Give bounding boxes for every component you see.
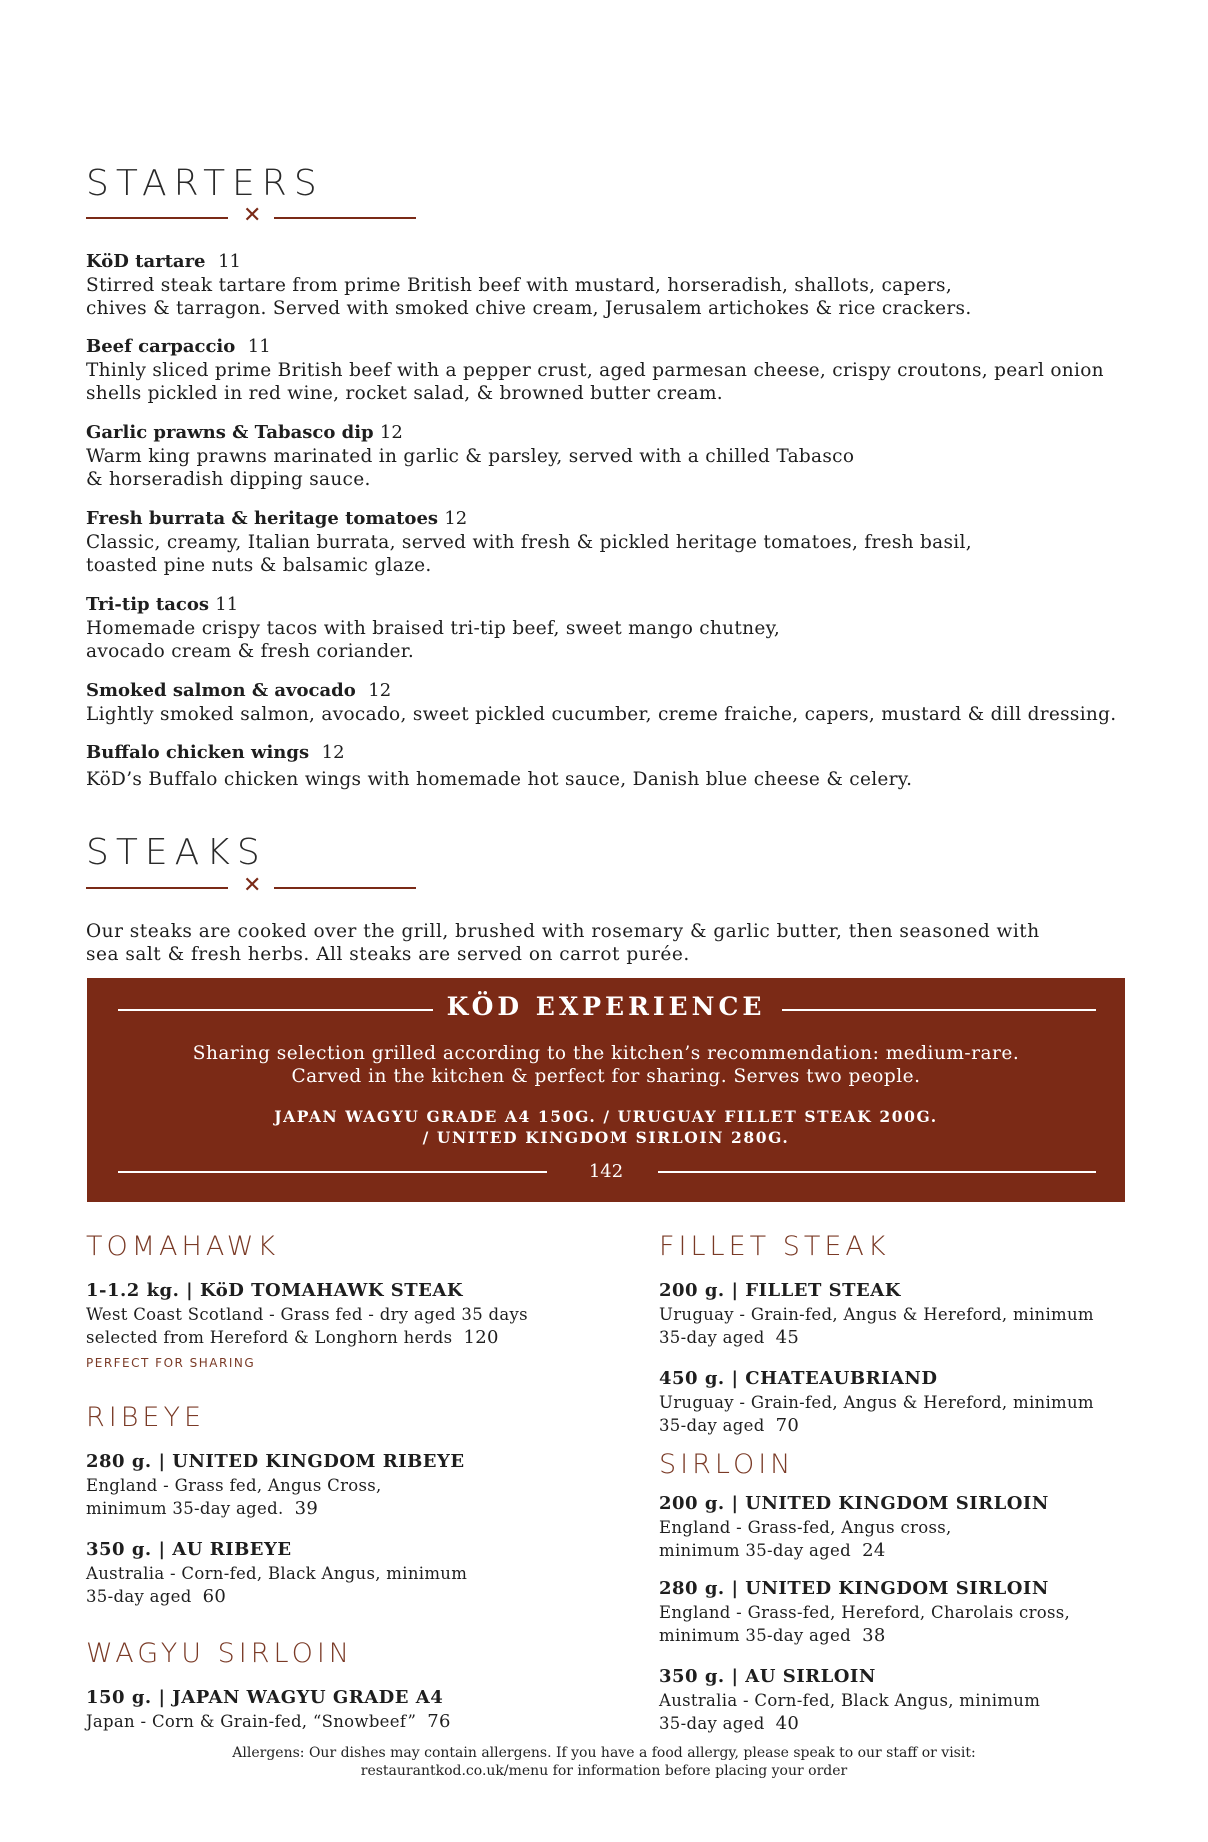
- sharing-tag: PERFECT FOR SHARING: [86, 1356, 256, 1370]
- steak-desc: minimum 35-day aged: [659, 1541, 851, 1560]
- steak-desc: 35-day aged: [659, 1714, 765, 1733]
- steak-desc: England - Grass-fed, Hereford, Charolais cross,: [659, 1603, 1071, 1622]
- starter-desc: shells pickled in red wine, rocket salad, & browned butter cream.: [86, 383, 723, 404]
- steaks-intro-line: Our steaks are cooked over the grill, brushed with rosemary & garlic butter, then seasoned with: [86, 921, 1040, 942]
- steak-desc: Japan - Corn & Grain-fed, “Snowbeef”: [86, 1712, 417, 1731]
- starter-item: [86, 421, 1126, 491]
- steaks-divider: [86, 873, 418, 898]
- steaks-intro-line: sea salt & fresh herbs. All steaks are served on carrot purée.: [86, 944, 690, 965]
- allergens-line: restaurantkod.co.uk/menu for information before placing your order: [360, 1763, 848, 1779]
- cross-icon: ✕: [243, 203, 262, 228]
- starter-desc: Classic, creamy, Italian burrata, served with fresh & pickled heritage tomatoes, fresh basil,: [86, 532, 972, 553]
- starter-name: Smoked salmon & avocado: [86, 680, 356, 701]
- kod-experience-box: [87, 978, 1125, 1202]
- steak-name: 150 g. | JAPAN WAGYU GRADE A4: [86, 1687, 444, 1708]
- steak-name: 350 g. | AU RIBEYE: [86, 1539, 292, 1560]
- steak-desc: Australia - Corn-fed, Black Angus, minimum: [86, 1564, 468, 1583]
- starter-price: 12: [379, 422, 403, 443]
- steak-item: [86, 1686, 451, 1733]
- allergens-line: Allergens: Our dishes may contain allergens. If you have a food allergy, please speak to our staff or visit:: [232, 1745, 976, 1761]
- steak-name: 450 g. | CHATEAUBRIAND: [659, 1368, 938, 1389]
- steak-price: 39: [294, 1498, 319, 1519]
- starter-name: Fresh burrata & heritage tomatoes: [86, 508, 439, 529]
- steak-name: 350 g. | AU SIRLOIN: [659, 1666, 876, 1687]
- steak-desc: minimum 35-day aged.: [86, 1499, 284, 1518]
- steak-desc: 35-day aged: [659, 1328, 765, 1347]
- steak-desc: West Coast Scotland - Grass fed - dry aged 35 days: [86, 1305, 528, 1324]
- experience-title: KÖD EXPERIENCE: [446, 992, 766, 1021]
- sirloin-title: SIRLOIN: [659, 1449, 795, 1480]
- starter-desc: toasted pine nuts & balsamic glaze.: [86, 555, 432, 576]
- starter-item: [86, 250, 1126, 320]
- steak-price: 24: [862, 1540, 886, 1561]
- experience-cuts: [87, 1106, 1125, 1148]
- steak-name: 200 g. | FILLET STEAK: [659, 1280, 901, 1301]
- steak-desc: Uruguay - Grain-fed, Angus & Hereford, minimum: [659, 1393, 1094, 1412]
- starter-desc: Homemade crispy tacos with braised tri-tip beef, sweet mango chutney,: [86, 618, 781, 639]
- steak-name: 200 g. | UNITED KINGDOM SIRLOIN: [659, 1493, 1049, 1514]
- starters-divider: [86, 203, 418, 228]
- experience-desc-line: Carved in the kitchen & perfect for sharing. Serves two people.: [291, 1066, 921, 1087]
- allergens-note: [0, 1744, 1208, 1780]
- starter-item: [86, 679, 1126, 726]
- steak-desc: England - Grass-fed, Angus cross,: [659, 1518, 952, 1537]
- steak-item: [659, 1577, 1070, 1647]
- fillet-title: FILLET STEAK: [659, 1231, 890, 1262]
- starter-item: [86, 741, 1126, 791]
- steak-price: 45: [775, 1327, 800, 1348]
- steak-desc: 35-day aged: [86, 1587, 192, 1606]
- steak-price: 60: [202, 1586, 227, 1607]
- steak-item: [659, 1279, 1094, 1349]
- steak-price: 120: [463, 1327, 499, 1348]
- steak-price: 38: [862, 1625, 886, 1646]
- steak-desc: Uruguay - Grain-fed, Angus & Hereford, minimum: [659, 1305, 1094, 1324]
- starter-name: Tri-tip tacos: [86, 594, 209, 615]
- steak-item: [86, 1279, 528, 1349]
- ribeye-title: RIBEYE: [86, 1402, 206, 1433]
- starter-price: 12: [368, 680, 392, 701]
- starter-price: 11: [218, 251, 241, 272]
- steak-desc: selected from Hereford & Longhorn herds: [86, 1328, 453, 1347]
- starter-price: 11: [215, 594, 239, 615]
- cross-icon: ✕: [243, 873, 262, 898]
- starter-item: [86, 335, 1126, 405]
- steak-item: [86, 1538, 467, 1608]
- experience-desc: [87, 1042, 1125, 1088]
- tomahawk-title: TOMAHAWK: [86, 1231, 280, 1262]
- steaks-intro: [86, 920, 1046, 966]
- steaks-title: STEAKS: [86, 832, 267, 873]
- starter-name: Garlic prawns & Tabasco dip: [86, 422, 374, 443]
- steak-item: [659, 1367, 1094, 1437]
- starter-name: KöD tartare: [86, 251, 206, 272]
- steak-name: 1-1.2 kg. | KöD TOMAHAWK STEAK: [86, 1280, 464, 1301]
- starter-price: 11: [247, 336, 271, 357]
- steak-desc: 35-day aged: [659, 1416, 765, 1435]
- starter-desc: chives & tarragon. Served with smoked chive cream, Jerusalem artichokes & rice crackers.: [86, 298, 972, 319]
- starter-desc: Stirred steak tartare from prime British beef with mustard, horseradish, shallots, capers,: [86, 275, 952, 296]
- starter-desc: Warm king prawns marinated in garlic & parsley, served with a chilled Tabasco: [86, 446, 855, 467]
- experience-desc-line: Sharing selection grilled according to the kitchen’s recommendation: medium-rare.: [192, 1043, 1020, 1064]
- starter-desc: & horseradish dipping sauce.: [86, 469, 371, 490]
- starter-name: Buffalo chicken wings: [86, 742, 310, 763]
- steak-item: [659, 1665, 1040, 1735]
- experience-cuts-line: / UNITED KINGDOM SIRLOIN 280G.: [422, 1128, 790, 1147]
- steak-price: 70: [775, 1415, 800, 1436]
- starter-price: 12: [321, 742, 345, 763]
- steak-desc: minimum 35-day aged: [659, 1626, 851, 1645]
- starter-item: [86, 593, 1126, 663]
- starter-item: [86, 507, 1126, 577]
- starter-desc: Thinly sliced prime British beef with a pepper crust, aged parmesan cheese, crispy croutons, pearl onion: [86, 360, 1104, 381]
- steak-price: 40: [775, 1713, 800, 1734]
- steak-desc: England - Grass fed, Angus Cross,: [86, 1476, 382, 1495]
- experience-price: 142: [588, 1161, 624, 1182]
- steak-item: [659, 1492, 1049, 1562]
- starter-desc: KöD’s Buffalo chicken wings with homemade hot sauce, Danish blue cheese & celery.: [86, 769, 913, 790]
- starter-desc: avocado cream & fresh coriander.: [86, 641, 415, 662]
- starter-desc: Lightly smoked salmon, avocado, sweet pickled cucumber, creme fraiche, capers, mustard & dill dressing.: [86, 704, 1117, 725]
- starter-name: Beef carpaccio: [86, 336, 236, 357]
- starter-price: 12: [444, 508, 468, 529]
- steak-name: 280 g. | UNITED KINGDOM RIBEYE: [86, 1451, 465, 1472]
- steak-desc: Australia - Corn-fed, Black Angus, minimum: [659, 1691, 1041, 1710]
- experience-cuts-line: JAPAN WAGYU GRADE A4 150G. / URUGUAY FILLET STEAK 200G.: [274, 1107, 938, 1126]
- wagyu-title: WAGYU SIRLOIN: [86, 1638, 353, 1669]
- starters-title: STARTERS: [86, 163, 324, 204]
- steak-name: 280 g. | UNITED KINGDOM SIRLOIN: [659, 1578, 1049, 1599]
- steak-item: [86, 1450, 465, 1520]
- steak-price: 76: [427, 1711, 451, 1732]
